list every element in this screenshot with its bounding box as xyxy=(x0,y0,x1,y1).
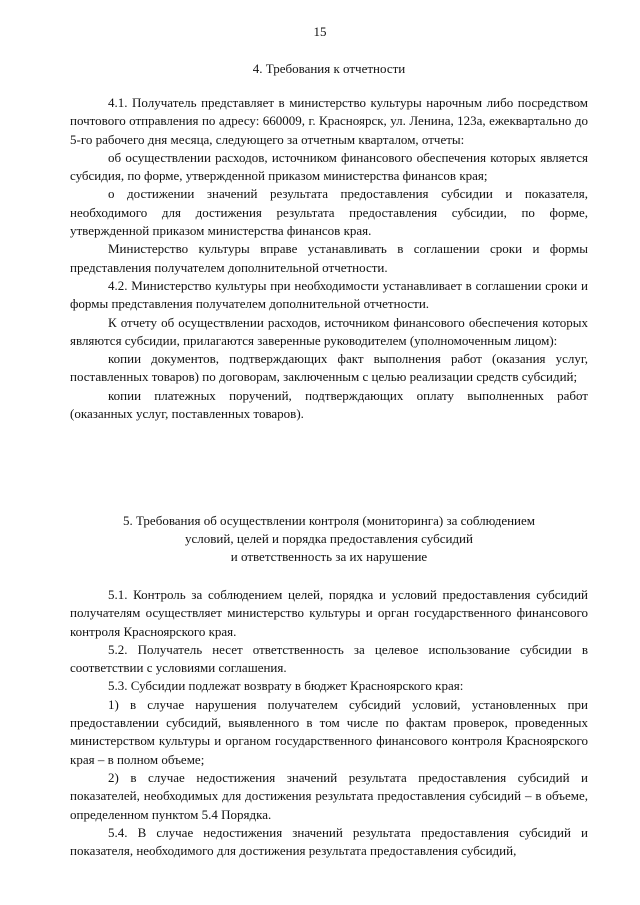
paragraph-5-3: 5.3. Субсидии подлежат возврату в бюджет Красноярского края: xyxy=(108,678,464,694)
paragraph-5-3-1: 1) в случае нарушения получателем субсидий условий, установленных при предоставлении субсидий, выявленного в том числе по фактам проверок, проведенных министерством культуры и органом государственного финансового контроля Красноярского края – в полном объеме; xyxy=(70,696,588,767)
section-5-heading-line-3: и ответственность за их нарушение xyxy=(230,549,428,564)
paragraph-4-2-copies-payments: копии платежных поручений, подтверждающих оплату выполненных работ (оказанных услуг, поставленных товаров). xyxy=(70,387,588,422)
paragraph-5-4: 5.4. В случае недостижения значений результата предоставления субсидий и показателя, необходимого для достижения результата предоставления субсидий, xyxy=(70,824,588,859)
paragraph-4-2: 4.2. Министерство культуры при необходимости устанавливает в соглашении сроки и формы представления получателем дополнительной отчетности. xyxy=(70,277,588,312)
paragraph-5-1: 5.1. Контроль за соблюдением целей, порядка и условий предоставления субсидий получателям осуществляет министерство культуры и орган государственного финансового контроля Красноярского края. xyxy=(70,587,588,639)
section-5-heading-line-2: условий, целей и порядка предоставления субсидий xyxy=(185,531,473,546)
paragraph-5-3-2: 2) в случае недостижения значений результата предоставления субсидий и показателей, необходимых для достижения результата предоставления субсидий – в объеме, определенном пунктом 5.4 Порядка. xyxy=(70,769,588,822)
section-4-body xyxy=(70,94,588,423)
page-number: 15 xyxy=(313,24,327,39)
section-5-heading-line-1: 5. Требования об осуществлении контроля (мониторинга) за соблюдением xyxy=(122,513,536,528)
section-5-heading xyxy=(70,512,588,566)
section-5-body xyxy=(70,586,588,860)
paragraph-5-2: 5.2. Получатель несет ответственность за целевое использование субсидии в соответствии с условиями соглашения. xyxy=(70,641,588,676)
section-4-heading: 4. Требования к отчетности xyxy=(252,61,406,76)
paragraph-4-1: 4.1. Получатель представляет в министерство культуры нарочным либо посредством почтового отправления по адресу: 660009, г. Красноярск, ул. Ленина, 123а, ежеквартально до 5-го рабочего дня месяца, следующего за отчетным кварталом, отчеты: xyxy=(70,95,588,147)
paragraph-4-1-expenses: об осуществлении расходов, источником финансового обеспечения которых является субсидия, по форме, утвержденной приказом министерства финансов края; xyxy=(70,149,588,184)
paragraph-4-2-copies-docs: копии документов, подтверждающих факт выполнения работ (оказания услуг, поставленных товаров) по договорам, заключенным с целью реализации средств субсидий; xyxy=(70,351,588,385)
paragraph-4-1-additional: Министерство культуры вправе устанавливать в соглашении сроки и формы представления получателем дополнительной отчетности. xyxy=(70,241,588,275)
paragraph-4-1-results: о достижении значений результата предоставления субсидии и показателя, необходимого для достижения результата предоставления субсидии, по форме, утвержденной приказом министерства финансов края. xyxy=(70,186,588,239)
paragraph-4-2-attachments: К отчету об осуществлении расходов, источником финансового обеспечения которых являются субсидии, прилагаются заверенные руководителем (уполномоченным лицом): xyxy=(70,314,588,348)
